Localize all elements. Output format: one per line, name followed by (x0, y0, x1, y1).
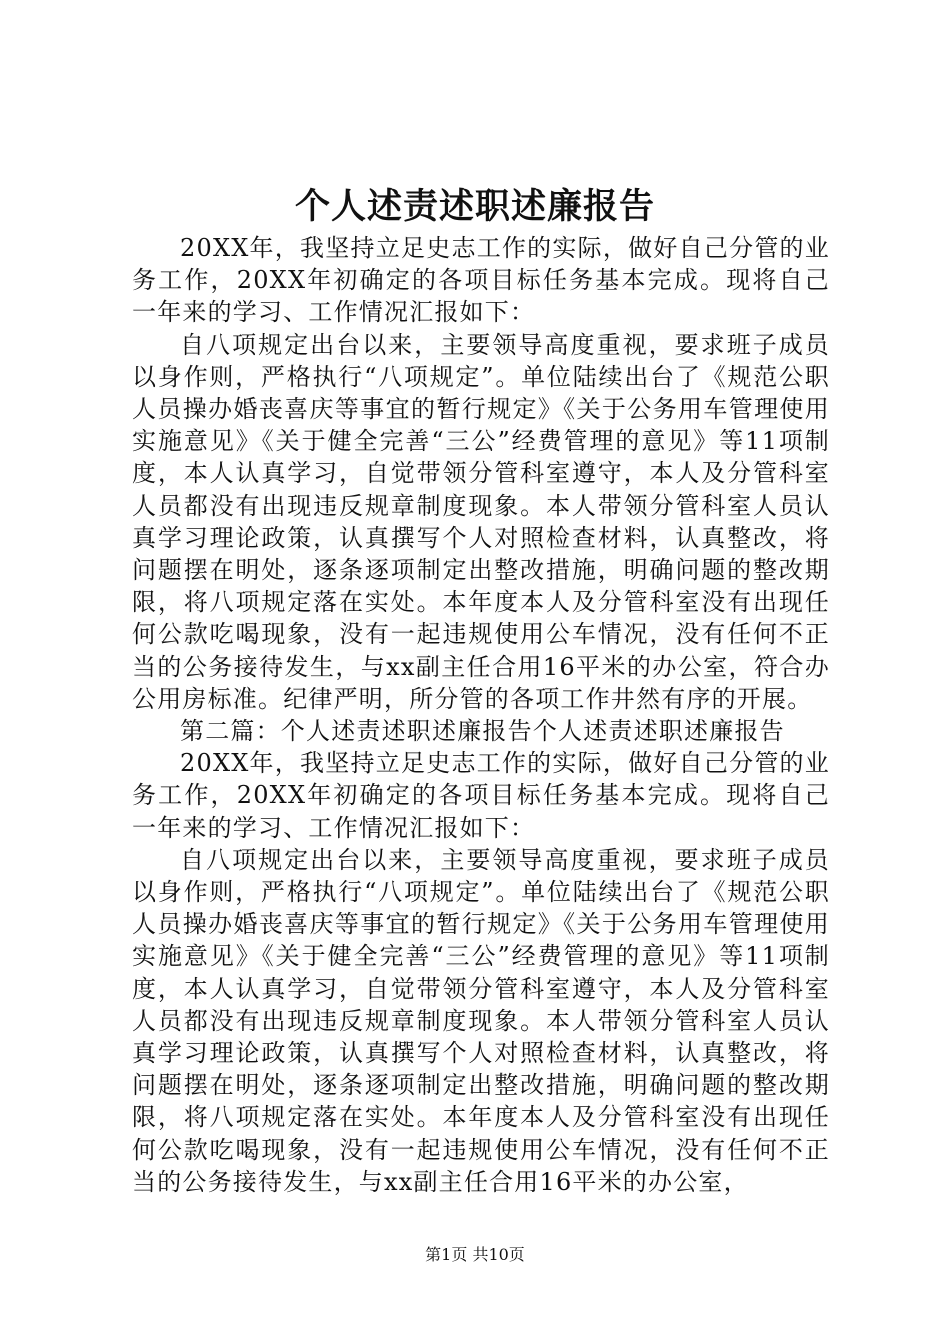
paragraph-regulations: 自八项规定出台以来，主要领导高度重视，要求班子成员以身作则，严格执行“八项规定”。单位陆续出台了《规范公职人员操办婚丧喜庆等事宜的暂行规定》《关于公务用车管理使用实施意见》《关于健全完善“三公”经费管理的意见》等11项制度，本人认真学习，自觉带领分管科室遵守，本人及分管科室人员都没有出现违反规章制度现象。本人带领分管科室人员认真学习理论政策，认真撰写个人对照检查材料，认真整改，将问题摆在明处，逐条逐项制定出整改措施，明确问题的整改期限，将八项规定落在实处。本年度本人及分管科室没有出现任何公款吃喝现象，没有一起违规使用公车情况，没有任何不正当的公务接待发生，与xx副主任合用16平米的办公室，符合办公用房标准。纪律严明，所分管的各项工作井然有序的开展。 (132, 330, 830, 713)
paragraph-intro: 20XX年，我坚持立足史志工作的实际，做好自己分管的业务工作，20XX年初确定的各项目标任务基本完成。现将自己一年来的学习、工作情况汇报如下： (132, 234, 830, 327)
paragraph-intro-repeat: 20XX年，我坚持立足史志工作的实际，做好自己分管的业务工作，20XX年初确定的各项目标任务基本完成。现将自己一年来的学习、工作情况汇报如下： (132, 749, 830, 842)
page-number-footer: 第1页 共10页 (425, 1245, 525, 1264)
paragraph-section-heading: 第二篇：个人述责述职述廉报告个人述责述职述廉报告 (180, 717, 785, 746)
paragraph-regulations-repeat: 自八项规定出台以来，主要领导高度重视，要求班子成员以身作则，严格执行“八项规定”。单位陆续出台了《规范公职人员操办婚丧喜庆等事宜的暂行规定》《关于公务用车管理使用实施意见》《关于健全完善“三公”经费管理的意见》等11项制度，本人认真学习，自觉带领分管科室遵守，本人及分管科室人员都没有出现违反规章制度现象。本人带领分管科室人员认真学习理论政策，认真撰写个人对照检查材料，认真整改，将问题摆在明处，逐条逐项制定出整改措施，明确问题的整改期限，将八项规定落在实处。本年度本人及分管科室没有出现任何公款吃喝现象，没有一起违规使用公车情况，没有任何不正当的公务接待发生，与xx副主任合用16平米的办公室， (132, 845, 830, 1196)
document-title: 个人述责述职述廉报告 (294, 186, 655, 227)
document-body (132, 232, 830, 1198)
